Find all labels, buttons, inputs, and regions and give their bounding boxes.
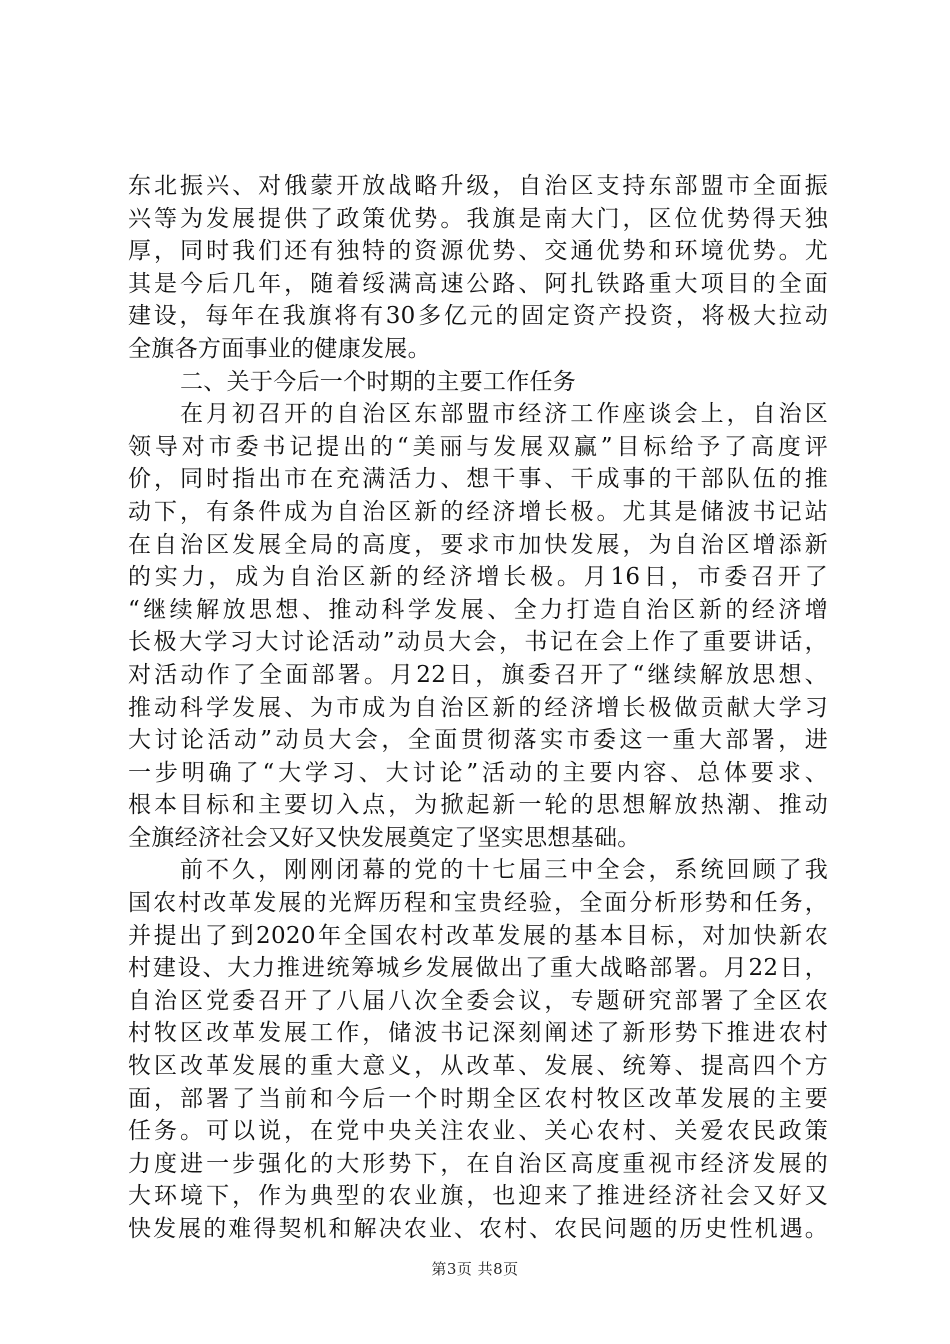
text-line: 推动科学发展、为市成为自治区新的经济增长极做贡献大学习 [128,694,828,721]
text-line: 长极大学习大讨论活动”动员大会，书记在会上作了重要讲话， [128,629,828,656]
text-line: 动下，有条件成为自治区新的经济增长极。尤其是储波书记站 [128,498,828,525]
text-line: 的实力，成为自治区新的经济增长极。月16日，市委召开了 [128,564,828,591]
text-line: 国农村改革发展的光辉历程和宝贵经验，全面分析形势和任务， [128,890,828,917]
text-line: 牧区改革发展的重大意义，从改革、发展、统筹、提高四个方 [128,1053,828,1080]
text-line: 一步明确了“大学习、大讨论”活动的主要内容、总体要求、 [128,759,828,786]
text-line: 建设，每年在我旗将有30多亿元的固定资产投资，将极大拉动 [128,303,828,330]
text-line: 其是今后几年，随着绥满高速公路、阿扎铁路重大项目的全面 [128,270,828,297]
text-line: 村牧区改革发展工作，储波书记深刻阐述了新形势下推进农村 [128,1020,828,1047]
text-line: 二、关于今后一个时期的主要工作任务 [180,368,577,395]
text-line: 东北振兴、对俄蒙开放战略升级，自治区支持东部盟市全面振 [128,173,828,199]
text-line: 并提出了到2020年全国农村改革发展的基本目标，对加快新农 [128,922,828,949]
text-line: 全旗各方面事业的健康发展。 [128,335,431,362]
document-body [128,170,828,1246]
text-line: 在月初召开的自治区东部盟市经济工作座谈会上，自治区 [180,401,828,428]
text-line: 大环境下，作为典型的农业旗，也迎来了推进经济社会又好又 [128,1183,828,1210]
text-line: 力度进一步强化的大形势下，在自治区高度重视市经济发展的 [128,1150,828,1177]
page-footer: 第3页 共8页 [431,1260,519,1278]
text-line: “继续解放思想、推动科学发展、全力打造自治区新的经济增 [128,596,828,623]
text-line: 对活动作了全面部署。月22日，旗委召开了“继续解放思想、 [128,661,828,688]
text-line: 在自治区发展全局的高度，要求市加快发展，为自治区增添新 [128,531,828,558]
text-line: 面，部署了当前和今后一个时期全区农村牧区改革发展的主要 [128,1085,828,1112]
text-line: 全旗经济社会又好又快发展奠定了坚实思想基础。 [128,824,641,851]
text-line: 价，同时指出市在充满活力、想干事、干成事的干部队伍的推 [128,466,828,493]
text-line: 领导对市委书记提出的“美丽与发展双赢”目标给予了高度评 [128,433,828,460]
text-line: 自治区党委召开了八届八次全委会议，专题研究部署了全区农 [128,987,828,1014]
text-line: 任务。可以说，在党中央关注农业、关心农村、关爱农民政策 [128,1118,828,1145]
text-line: 快发展的难得契机和解决农业、农村、农民问题的历史性机遇。 [128,1216,828,1242]
text-line: 根本目标和主要切入点，为掀起新一轮的思想解放热潮、推动 [128,792,828,819]
text-line: 前不久，刚刚闭幕的党的十七届三中全会，系统回顾了我 [180,857,828,884]
text-line: 大讨论活动”动员大会，全面贯彻落实市委这一重大部署，进 [128,727,828,754]
text-line: 厚，同时我们还有独特的资源优势、交通优势和环境优势。尤 [128,238,828,265]
text-line: 村建设、大力推进统筹城乡发展做出了重大战略部署。月22日， [128,955,828,982]
text-line: 兴等为发展提供了政策优势。我旗是南大门，区位优势得天独 [128,205,828,232]
